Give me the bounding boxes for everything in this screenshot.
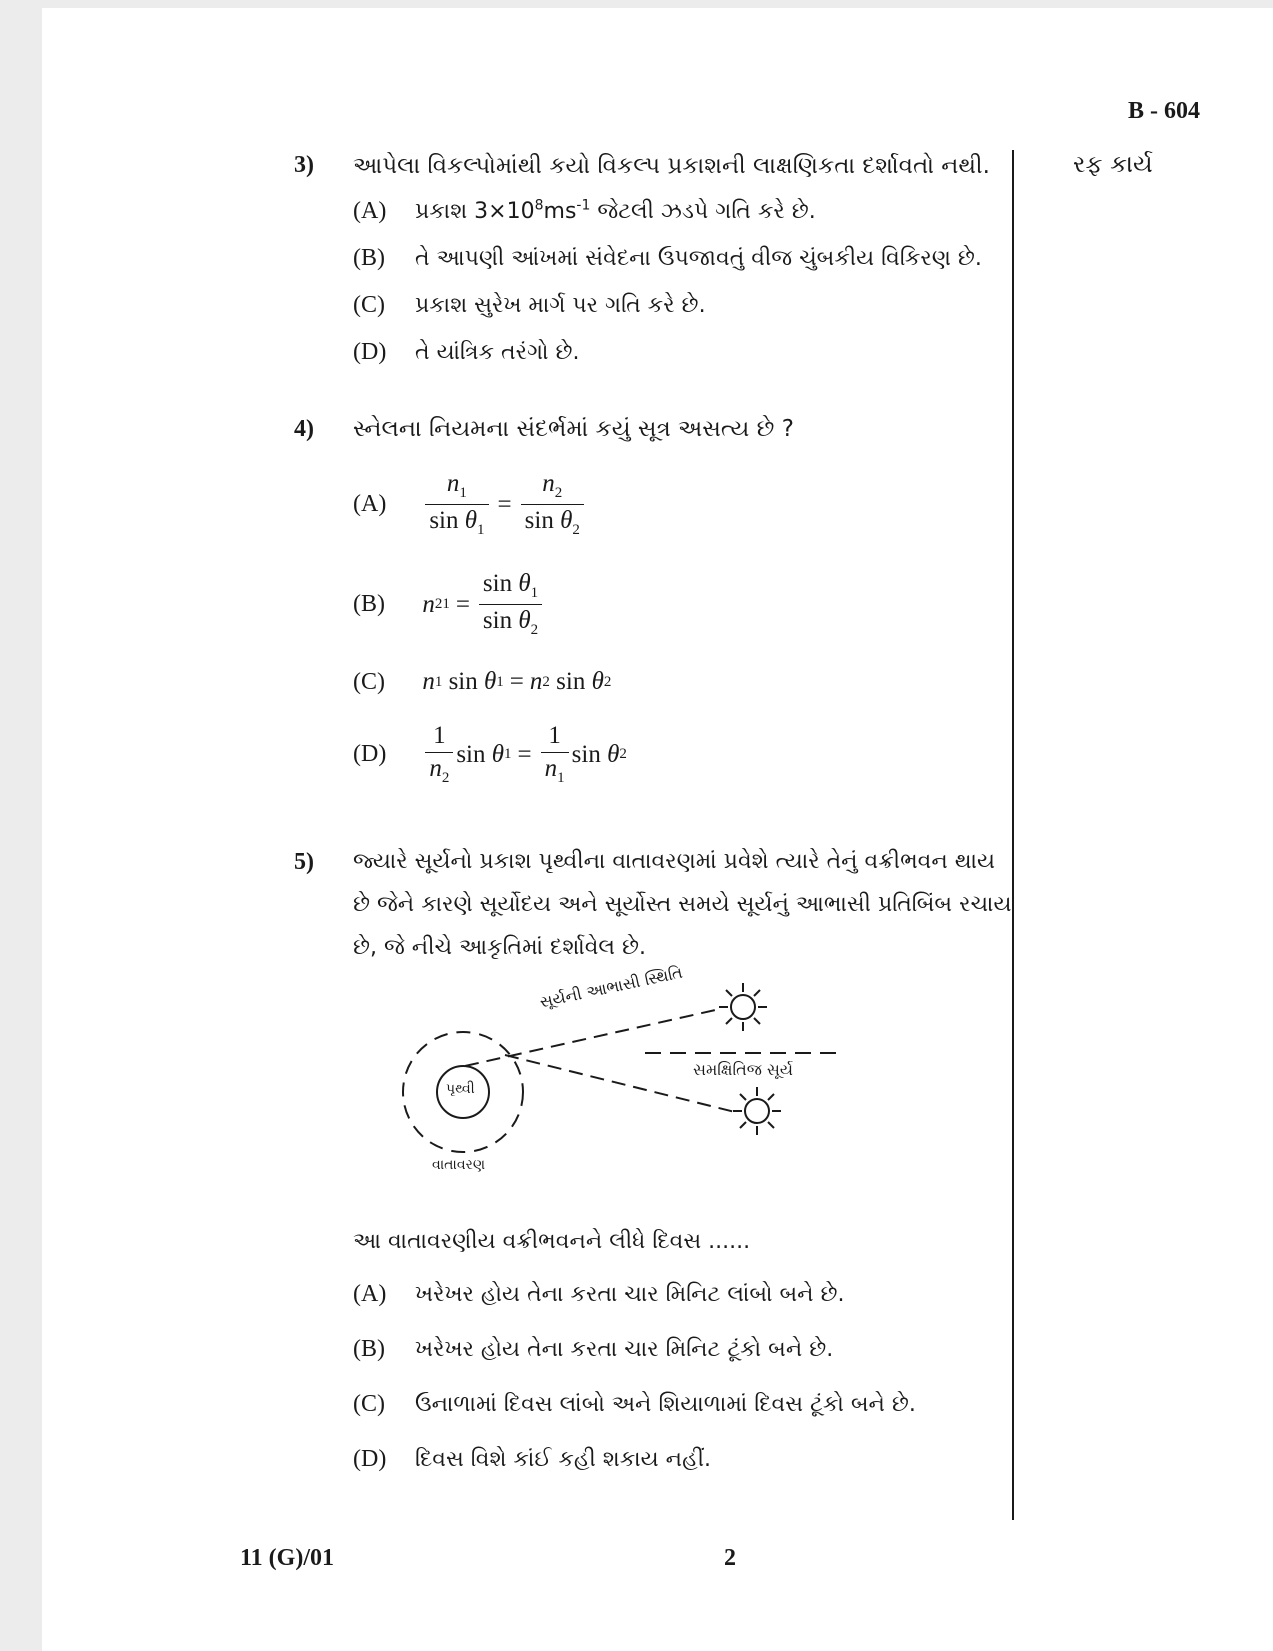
symbol-theta: θ xyxy=(607,740,620,768)
question-4-number: 4) xyxy=(294,416,314,442)
option-text: ખરેખર હોય તેના કરતા ચાર મિનિટ ટૂંકો બને છે. xyxy=(415,1337,834,1362)
option-label: (C) xyxy=(353,292,385,318)
symbol-theta: θ xyxy=(591,668,604,695)
subscript: 1 xyxy=(504,746,512,762)
symbol-n: n xyxy=(429,755,442,782)
subscript: 1 xyxy=(530,585,539,601)
option-text: તે યાંત્રિક તરંગો છે. xyxy=(415,340,580,365)
question-5-line-1: જ્યારે સૂર્યનો પ્રકાશ પૃથ્વીના વાતાવરણમાં પ્રવેશે ત્યારે તેનું વક્રીભવન થાય xyxy=(353,849,996,874)
q5-option-d xyxy=(353,1446,711,1473)
option-text xyxy=(415,199,816,224)
symbol-n: n xyxy=(529,668,543,695)
apparent-sun-label: સૂર્યની આભાસી સ્થિતિ xyxy=(538,962,685,1012)
page-number: 2 xyxy=(724,1545,736,1571)
option-label: (B) xyxy=(353,245,385,271)
sin-text: sin xyxy=(448,668,478,695)
denominator xyxy=(479,604,542,639)
fraction xyxy=(425,722,453,787)
symbol-n: n xyxy=(422,668,435,695)
symbol-theta: θ xyxy=(518,570,531,597)
option-text-part: પ્રકાશ 3×10 xyxy=(415,199,535,225)
fraction xyxy=(425,470,488,539)
q4-option-b xyxy=(353,570,545,639)
option-label: (A) xyxy=(353,491,387,517)
option-label: (C) xyxy=(353,1391,385,1417)
symbol-theta: θ xyxy=(484,668,497,695)
q3-option-a xyxy=(353,198,816,225)
option-text: પ્રકાશ સુરેખ માર્ગ પર ગતિ કરે છે. xyxy=(415,293,706,318)
subscript: 1 xyxy=(557,770,565,786)
option-label: (B) xyxy=(353,591,385,617)
q5-option-c xyxy=(353,1391,916,1418)
scan-edge xyxy=(0,0,42,1651)
sin-text: sin xyxy=(482,570,513,597)
apparent-sun-line xyxy=(465,1009,720,1066)
option-label: (D) xyxy=(353,741,387,767)
option-text-part: જેટલી ઝડપે ગતિ કરે છે. xyxy=(590,199,816,225)
symbol-theta: θ xyxy=(518,607,531,634)
apparent-sun-icon xyxy=(719,983,767,1031)
question-5-line-2: છે જેને કારણે સૂર્યોદય અને સૂર્યોસ્ત સમયે સૂર્યનું આભાસી પ્રતિબિંબ રચાય xyxy=(353,892,1012,917)
sin-text: sin xyxy=(456,740,486,768)
fraction xyxy=(521,470,584,539)
horizon-sun-label: સમક્ષિતિજ સૂર્ય xyxy=(693,1060,793,1079)
question-5-line-3: છે, જે નીચે આકૃતિમાં દર્શાવેલ છે. xyxy=(353,935,647,960)
symbol-n: n xyxy=(446,470,460,497)
question-4-text: સ્નેલના નિયમના સંદર્ભમાં કયું સૂત્ર અસત્ય છે ? xyxy=(353,416,794,442)
q5-option-a xyxy=(353,1281,845,1308)
subscript: 2 xyxy=(530,622,539,638)
option-text: ખરેખર હોય તેના કરતા ચાર મિનિટ લાંબો બને છે. xyxy=(415,1282,845,1307)
question-5-stem: આ વાતાવરણીય વક્રીભવનને લીધે દિવસ ...... xyxy=(353,1229,751,1254)
subscript: 2 xyxy=(619,746,627,762)
option-text: ઉનાળામાં દિવસ લાંબો અને શિયાળામાં દિવસ ટૂંકો બને છે. xyxy=(415,1392,916,1417)
formula-c xyxy=(422,668,611,696)
formula-a xyxy=(422,470,587,539)
numerator xyxy=(479,570,542,604)
subscript: 2 xyxy=(542,673,550,690)
sin-text: sin xyxy=(571,740,601,768)
subscript: 2 xyxy=(441,770,450,786)
exponent: -1 xyxy=(576,198,591,214)
footer-exam-code: 11 (G)/01 xyxy=(240,1545,334,1571)
question-3-text: આપેલા વિકલ્પોમાંથી કયો વિકલ્પ પ્રકાશની લાક્ષણિકતા દર્શાવતો નથી. xyxy=(353,153,990,179)
numerator xyxy=(538,470,566,504)
sin-text: sin xyxy=(429,507,459,534)
horizon-sun-icon xyxy=(733,1087,781,1135)
subscript: 2 xyxy=(603,673,612,690)
earth-label: પૃથ્વી xyxy=(446,1081,475,1097)
denominator xyxy=(541,752,569,787)
subscript: 1 xyxy=(496,673,504,690)
option-label: (A) xyxy=(353,198,387,225)
numerator xyxy=(443,470,471,504)
unit-text: ms xyxy=(543,199,577,225)
denominator xyxy=(521,504,584,539)
option-label: (C) xyxy=(353,668,385,695)
option-text: તે આપણી આંખમાં સંવેદના ઉપજાવતું વીજ ચુંબકીય વિકિરણ છે. xyxy=(415,246,982,271)
option-label: (D) xyxy=(353,339,387,365)
q4-option-a xyxy=(353,470,587,539)
refraction-drawing xyxy=(395,975,855,1185)
paper-code: B - 604 xyxy=(1128,98,1200,124)
rough-work-heading: રફ કાર્ય xyxy=(1073,150,1153,178)
formula-d xyxy=(422,722,627,787)
option-label: (B) xyxy=(353,1336,385,1362)
numerator: 1 xyxy=(433,722,446,749)
q3-option-b xyxy=(353,245,982,272)
option-text: દિવસ વિશે કાંઈ કહી શકાય નહીં. xyxy=(415,1447,711,1472)
q4-option-d xyxy=(353,722,627,787)
denominator xyxy=(425,504,488,539)
equals-sign: = xyxy=(517,740,532,768)
sin-text: sin xyxy=(482,607,513,634)
equals-sign: = xyxy=(509,668,524,695)
option-label: (A) xyxy=(353,1281,387,1307)
option-label: (D) xyxy=(353,1446,387,1472)
sin-text: sin xyxy=(524,507,554,534)
subscript: 1 xyxy=(459,485,467,501)
exponent: 8 xyxy=(534,198,544,214)
refraction-diagram xyxy=(395,962,855,1185)
symbol-theta: θ xyxy=(491,740,505,768)
q4-option-c xyxy=(353,668,611,696)
symbol-n: n xyxy=(542,470,555,497)
symbol-n: n xyxy=(422,590,435,618)
symbol-n: n xyxy=(544,755,558,782)
numerator: 1 xyxy=(548,722,561,749)
sin-text: sin xyxy=(556,668,586,695)
equals-sign: = xyxy=(497,490,512,518)
denominator xyxy=(425,752,453,787)
q3-option-c xyxy=(353,292,706,319)
subscript: 21 xyxy=(434,596,450,612)
fraction xyxy=(479,570,542,639)
fraction xyxy=(541,722,569,787)
equals-sign: = xyxy=(455,590,470,618)
symbol-theta: θ xyxy=(464,507,478,534)
formula-b xyxy=(422,570,545,639)
atmosphere-label: વાતાવરણ xyxy=(432,1157,486,1173)
rough-work-divider xyxy=(1012,150,1014,1520)
scan-edge-top xyxy=(0,0,1273,8)
q5-option-b xyxy=(353,1336,833,1363)
question-5-number: 5) xyxy=(294,849,314,875)
subscript: 2 xyxy=(554,485,563,501)
question-3-number: 3) xyxy=(294,152,314,178)
subscript: 1 xyxy=(477,522,485,538)
subscript: 1 xyxy=(434,673,443,690)
q3-option-d xyxy=(353,339,580,366)
symbol-theta: θ xyxy=(560,507,573,534)
subscript: 2 xyxy=(572,522,580,538)
